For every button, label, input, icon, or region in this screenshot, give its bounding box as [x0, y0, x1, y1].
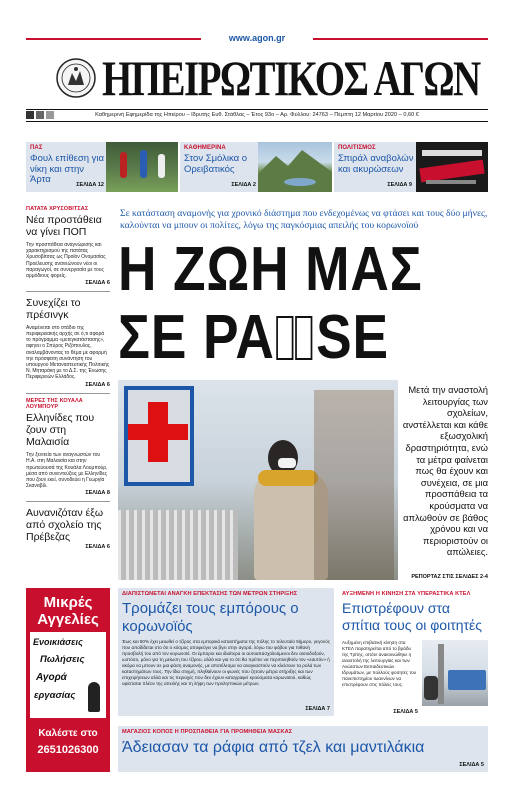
story-headline: Άδειασαν τα ράφια από τζελ και μαντιλάκια [122, 739, 425, 756]
classifieds-art [30, 632, 106, 718]
sidebar-item-pressing[interactable] [26, 297, 110, 388]
story-page: ΣΕΛΙΔΑ 7 [305, 706, 330, 712]
sidebar-headline: Αυνανιζόταν έξω από σχολείο της Πρέβεζας [26, 507, 104, 544]
story-body: Αυξημένη επιβατική κίνηση στα ΚΤΕΛ παρατηρείται από το βράδυ της Τρίτης, οπότε ανακοινώθηκε η αναστολή της λειτουργίας και των Ανώτατων Εκπαιδευτικών Ιδρυμάτων, με πολλούς φοιτητές του πανεπιστημίου Ιωαννίνων να επιστρέφουν στις πόλεις τους. [342, 640, 417, 687]
classifieds-title-line: Μικρές [43, 594, 93, 611]
teaser-label: ΚΑΘΗΜΕΡΙΝΑ [184, 145, 226, 151]
story-headline: Τρομάζει τους εμπόρους ο κορωνοϊός [122, 600, 299, 635]
lead-headline-line2 [118, 303, 389, 372]
classifieds-art-word: εργασίας [34, 690, 76, 701]
lead-pages[interactable]: ΡΕΠΟΡΤΑΖ ΣΤΙΣ ΣΕΛΙΔΕΣ 2-4 [411, 574, 488, 580]
sidebar-page: ΣΕΛΙΔΑ 6 [85, 544, 110, 551]
sidebar-label: ΠΑΤΑΤΑ ΧΡΥΣΟΒΙΤΣΑΣ [26, 206, 89, 212]
sidebar-page: ΣΕΛΙΔΑ 6 [85, 280, 110, 287]
lead-headline-end: SE [316, 303, 389, 372]
classifieds-phone[interactable]: 2651026300 [37, 744, 99, 756]
lead-photo-woman-mask [118, 380, 398, 580]
masthead-rule-2 [26, 121, 488, 122]
teaser-label: ΠΟΛΙΤΙΣΜΟΣ [338, 145, 376, 151]
sidebar-divider [26, 291, 110, 292]
lead-headline-line1: Η ΖΩΗ ΜΑΣ [118, 235, 423, 304]
masthead-seal-icon [55, 57, 97, 99]
teaser-headline: Φουλ επίθεση για νίκη και στην Άρτα [30, 153, 105, 185]
lead-headline-part: ΣΕ PA [118, 303, 275, 372]
masthead-rule [26, 109, 488, 110]
sidebar-body: Την ξενιτεία των αναγνωστών του Η.Α. στη Μαλαισία και στην πρωτεύουσά της Κουάλα Λουμπούρ, μέσα από συνεντεύξεις με Ελληνίδες που ζουν εκεί, συνοδεύει η Γεωργία Σκαναβίλ. [26, 452, 108, 490]
pause-bars-icon [277, 316, 294, 360]
classifieds-art-word: Ενοικιάσεις [33, 637, 83, 647]
sidebar-label: ΜΕΡΕΣ ΤΗΣ ΚΟΥΑΛΑ ΛΟΥΜΠΟΥΡ [26, 398, 83, 411]
sidebar [26, 206, 110, 550]
sidebar-body: Αναμένεται στο στάδιο της περιφερειακής αρχής σε ό,τι αφορά το πρόγραμμα «μετεγκατάστασης», αφηνει ο Σπύρος Ριζόπουλος, αναλαμβάνοντας το θέμα με αφορμή την πρόσφατη συνάντηση του υπουργού Μεταναστευτικής Πολιτικής Ν. Μηταράκη με το Δ.Σ. της Ένωσης Περιφερειών Ελλάδος. [26, 324, 110, 381]
sidebar-headline: Νέα προστάθεια να γίνει ΠΟΠ [26, 214, 102, 238]
story-page: ΣΕΛΙΔΑ 5 [459, 762, 484, 768]
teaser-hiking[interactable] [180, 142, 332, 192]
teaser-headline: Σπιράλ αναβολών και ακυρώσεων [338, 153, 414, 175]
sidebar-headline: Συνεχίζει το πρέσινγκ [26, 296, 81, 321]
silhouette-icon [88, 682, 100, 712]
mountain-photo [258, 142, 332, 192]
store-badge-icon [36, 111, 44, 119]
story-label: ΑΥΞΗΜΕΝΗ Η ΚΙΝΗΣΗ ΣΤΑ ΥΠΕΡΑΣΤΙΚΑ ΚΤΕΛ [342, 591, 471, 597]
classifieds-box[interactable] [26, 588, 110, 772]
sidebar-page: ΣΕΛΙΔΑ 6 [85, 381, 110, 388]
poster-photo [416, 142, 488, 192]
teaser-page: ΣΕΛΙΔΑ 12 [76, 182, 104, 188]
bus-station-photo [422, 640, 488, 706]
story-label: ΜΑΓΑΖΙΟΣ ΚΟΠΟΣ Η ΠΡΟΣΠΑΘΕΙΑ ΓΙΑ ΠΡΟΜΗΘΕΙΑ ΜΑΣΚΑΣ [122, 729, 293, 735]
sidebar-page: ΣΕΛΙΔΑ 8 [85, 490, 110, 497]
pause-bars-icon [295, 316, 312, 360]
story-merchants[interactable] [118, 588, 334, 716]
sidebar-divider [26, 501, 110, 502]
classifieds-title [26, 594, 110, 628]
masthead-title: ΗΠΕΙΡΩΤΙΚΟΣ ΑΓΩΝ [102, 50, 480, 106]
app-icons [26, 111, 54, 119]
sidebar-headline: Ελληνίδες που ζουν στη Μαλαισία [26, 412, 95, 449]
classifieds-art-word: Πωλήσεις [40, 654, 85, 665]
football-photo [106, 142, 178, 192]
teaser-label: ΠΑΣ [30, 145, 43, 151]
teaser-sports[interactable] [26, 142, 178, 192]
sidebar-divider [26, 393, 110, 394]
classifieds-title-line: Αγγελίες [37, 611, 99, 628]
teaser-page: ΣΕΛΙΔΑ 2 [231, 182, 256, 188]
sidebar-body: Την προσπάθεια αναγνώρισης και χαρακτηρισμού της πατάτας Χρυσοβίτσας ως Προϊόν Ονομασίας Προέλευσης ανανεώνουν νέοι οι παραγωγοί, σε συνεργασία με τους αρμόδιους φορείς. [26, 242, 106, 280]
teaser-page: ΣΕΛΙΔΑ 9 [387, 182, 412, 188]
story-label: ΔΙΑΠΙΣΤΩΝΕΤΑΙ ΑΝΑΓΚΗ ΕΠΕΚΤΑΣΗΣ ΤΩΝ ΜΕΤΡΩΝ ΣΤΗΡΙΞΗΣ [122, 591, 298, 597]
lead-intro: Σε κατάσταση αναμονής για χρονικό διάστημα που ενδεχομένως να φτάσει και τους δύο μήνες, καλούνται να μπουν οι πολίτες, λόγω της παγκόσμιας απειλής του κορωνοϊού [120, 208, 488, 231]
masthead-url[interactable]: www.agon.gr [228, 33, 286, 43]
lead-body: Μετά την αναστολή λειτουργίας των σχολείων, ανστέλλεται και κάθε εξωσχολική δραστηριότητα, ενώ τα μέτρα φαίνεται πως θα έχουν και συνέχεια, σε μια προσπάθεια τα κρούσματα να απλωθούν σε βάθος χρόνου και να περιοριστούν οι απώλειες. [402, 384, 488, 558]
sidebar-item-potato[interactable] [26, 206, 110, 286]
store-badge-icon [26, 111, 34, 119]
teaser-culture[interactable] [334, 142, 488, 192]
story-masks[interactable] [118, 726, 488, 772]
story-students[interactable] [342, 588, 488, 718]
sidebar-item-malaysia[interactable] [26, 398, 110, 496]
classifieds-call-label: Καλέστε στο [38, 728, 98, 739]
top-rule-right [313, 38, 488, 40]
masthead-dateline: Καθημερινή Εφημερίδα της Ηπείρου – Ιδρυτής Ευθ. Στάθλας – Έτος 93ο – Αρ. Φύλλου: 24763 – Πέμπτη 12 Μαρτίου 2020 – 0,60 € [95, 112, 419, 118]
story-page: ΣΕΛΙΔΑ 5 [393, 709, 418, 715]
story-body: Έως και 50% έχει μειωθεί ο τζίρος στα εμπορικά καταστήματα της πόλης το τελευταίο 5ήμερο, γεγονός που αποδίδεται στο ότι ο κόσμος αποφεύγει να βγει στην αγορά, λόγω του φόβου για πιθανή προσβολή του από τον κορωνοϊό. Οι έμποροι και ιδιαίτερα οι αυτοαπασχολούμενοι δεν αισιοδοξούν, ωστόσο, μόνο για τη μείωση του τζίρου, αλλά και για το ότι θα πρέπει να περιποιηθούν τον «εαυτόν» ή ακόμα να μπουν σε μια φάση αναμονής, με αποτέλεσμα να αναγκαστούν να κλείσουν τα ρολά των καταστημάτων τους. Την ίδια στιγμή, πληθαίνουν οι φωνές που ζητούν μέτρα στήριξης και των επιχειρήσεων αλλά και τις περιοχές που δεν έχουν καταγραφεί κρούσματα κορωνοϊού, καθώς υφίσταται πλέον της απειλής και τη λήψη των προληπτικών μέτρων. [122, 639, 330, 686]
store-badge-icon [46, 111, 54, 119]
classifieds-art-word: Αγορά [36, 672, 67, 683]
teaser-headline: Στον Σμόλικα ο Ορειβατικός [184, 153, 248, 175]
sidebar-item-preveza[interactable] [26, 507, 110, 550]
story-headline: Επιστρέφουν στα σπίτια τους οι φοιτητές [342, 600, 483, 633]
